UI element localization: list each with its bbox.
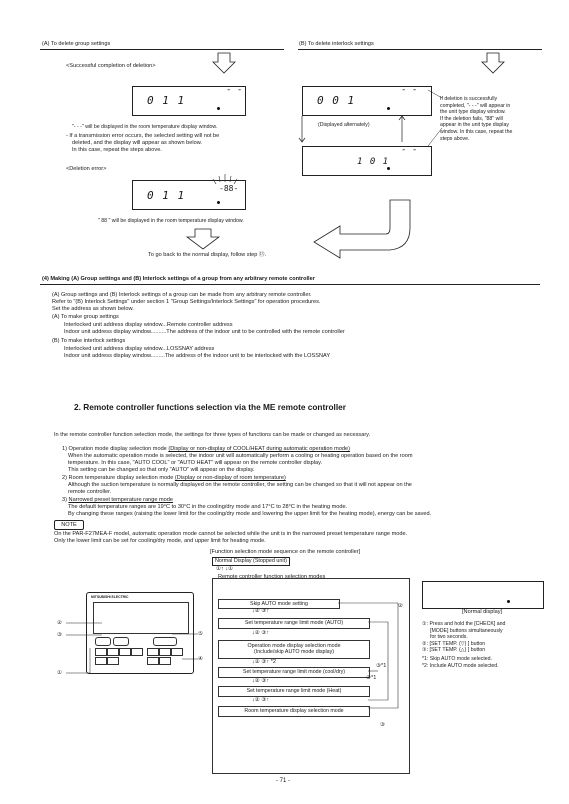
callout-lines <box>62 618 202 678</box>
side-note-line: If deletion is successfully <box>440 96 498 102</box>
mode-box-title: Operation mode display selection mode <box>247 643 341 649</box>
paragraph: Interlocked unit address display window...LOSSNAY address <box>64 346 215 352</box>
lcd-display <box>302 86 432 116</box>
mode-box: Set temperature range limit mode (cool/dry) <box>218 667 370 678</box>
paragraph: Indoor unit address display window.........The address of the indoor unit to be interlocked with the LOSSNAY <box>64 353 331 359</box>
callout: ④ <box>198 656 204 662</box>
down-arrow-icon <box>481 52 505 74</box>
divider <box>40 284 540 285</box>
side-note-line: If the deletion fails, "88" will <box>440 115 503 122</box>
modes-label: Remote controller function selection modes <box>218 574 326 580</box>
paragraph: This setting can be changed so that only "AUTO" will appear on the display. <box>68 467 255 473</box>
side-note-line: the unit type display window. <box>440 109 506 116</box>
callout: ③ <box>57 632 63 638</box>
side-step: ③*1 <box>376 663 387 669</box>
item-prefix: 3) <box>62 497 69 503</box>
paragraph: Refer to "(B) Interlock Settings" under section 1 "Group Settings/Interlock Settings" for operation procedures. <box>52 299 321 305</box>
step-arrows: ↓② ③↑ <box>252 678 270 684</box>
indicator-dot <box>507 600 510 603</box>
item-prefix: 2) Room temperature display selection mode <box>62 475 175 481</box>
paragraph: (A) Group settings and (B) Interlock settings of a group can be made from any arbitrary remote controller. <box>52 292 312 298</box>
legend-line: *2: Include AUTO mode selected. <box>422 662 499 669</box>
note-line: On the PAR-F27MEA-F model, automatic operation mode cannot be selected while the unit is in the narrowed preset temperature range mode. <box>54 531 408 537</box>
paragraph: temperature. In this case, "AUTO COOL" or "AUTO HEAT" will appear on the remote controller display. <box>68 460 323 466</box>
note-line: deleted, and the display will appear as shown below. <box>72 140 202 146</box>
callout: ① <box>57 670 63 676</box>
page-number: - 71 - <box>276 778 291 784</box>
side-note <box>440 96 540 142</box>
list-item <box>62 497 173 504</box>
error-label: <Deletion error> <box>66 166 107 172</box>
note-line: - If a transmission error occurs, the selected setting will not be <box>66 133 220 139</box>
indicator-dot <box>387 167 390 170</box>
list-item <box>62 475 286 482</box>
mode-box: Set temperature range limit mode (Heat) <box>218 686 370 697</box>
side-note-line: completed, "- - -" will appear in <box>440 102 511 109</box>
legend-line: *1: Skip AUTO mode selected. <box>422 655 492 662</box>
divider <box>40 49 284 50</box>
down-arrow-icon <box>212 52 236 74</box>
return-arrow-icon <box>312 198 412 260</box>
mode-box: Room temperature display selection mode <box>218 706 370 717</box>
list-item <box>62 446 350 453</box>
section-a-heading: (A) To delete group settings <box>42 41 111 47</box>
normal-stopped-label: Normal Display (Stopped unit) <box>212 557 290 566</box>
intro: In the remote controller function selection mode, the settings for three types of functions can be made or changed as necessary. <box>54 432 371 438</box>
item-prefix: 1) Operation mode display selection mode <box>62 446 169 452</box>
section-b-heading: (B) To delete interlock settings <box>299 41 374 47</box>
lcd-display <box>422 581 544 609</box>
lcd-display <box>302 146 432 176</box>
success-label: <Successful completion of deletion> <box>66 63 156 69</box>
alternate-arrow-icon <box>396 114 408 144</box>
step-arrows: ↓② ③↑ *2 <box>252 659 277 665</box>
indicator-dot <box>217 201 220 204</box>
sequence-title: [Function selection mode sequence on the remote controller] <box>210 549 361 555</box>
paragraph: By changing these ranges (raising the lower limit for the cooling/dry mode and lowering the upper limit for the heating mode), energy can be saved. <box>68 511 432 517</box>
down-arrow-icon <box>186 228 220 250</box>
legend-line: ①: Press and hold the [CHECK] and <box>422 621 506 627</box>
item-underlined: (Display or non-display of COOL/HEAT during automatic operation mode) <box>168 446 351 452</box>
step-arrows: ↓② ③↑ <box>252 608 270 614</box>
address-digits: 0 1 1 <box>147 94 186 107</box>
paragraph: remote controller. <box>68 489 112 495</box>
note-line: Only the lower limit can be set for cooling/dry mode, and upper limit for heating mode. <box>54 538 266 544</box>
paragraph: When the automatic operation mode is selected, the indoor unit will automatically perform a cooling or heating operation based on the room <box>68 453 413 459</box>
address-digits: 1 0 1 <box>357 157 390 167</box>
address-digits: 0 0 1 <box>317 94 356 107</box>
normal-display-label: [Normal display] <box>462 609 503 615</box>
subheading: (A) To make group settings <box>52 314 119 320</box>
paragraph: Set the address as shown below. <box>52 306 134 312</box>
indicator-dot <box>217 107 220 110</box>
mode-box-sub: (Include/skip AUTO mode display) <box>254 649 334 655</box>
subheading: (B) To make interlock settings <box>52 338 126 344</box>
divider <box>298 49 542 50</box>
paragraph: Indoor unit address display window..........The address of the indoor unit to be controlled with the remote controller <box>64 329 345 335</box>
legend <box>422 621 542 669</box>
address-digits: 0 1 1 <box>147 189 186 202</box>
side-step: ② <box>398 603 404 609</box>
arrows-top: ①↑ ↓① <box>216 566 234 572</box>
side-note-line: appear in the unit type display <box>440 122 509 129</box>
room-temp-window: - - <box>226 85 243 95</box>
unit-type-window: - - <box>401 145 418 155</box>
paragraph: Interlocked unit address display window...Remote controller address <box>64 322 233 328</box>
alt-label: (Displayed alternately) <box>318 122 370 128</box>
unit-type-window: - - <box>401 85 418 95</box>
side-step: ②*1 <box>366 675 377 681</box>
item-underlined: (Display or non-display of room temperature) <box>174 475 286 481</box>
leader-lines <box>426 88 444 148</box>
note-line: In this case, repeat the steps above. <box>72 147 162 153</box>
paragraph: The default temperature ranges are 19°C to 30°C in the cooling/dry mode and 17°C to 28°C in the heating mode. <box>68 504 348 510</box>
legend-line: ②: [SET TEMP. (▽) ] button <box>422 640 486 647</box>
step-arrows: ↓② ③↑ <box>252 630 270 636</box>
item-underlined: Narrowed preset temperature range mode <box>68 497 174 503</box>
legend-line: for two seconds. <box>430 634 468 641</box>
legend-line: [MODE] buttons simultaneously <box>430 627 503 634</box>
back-note: To go back to the normal display, follow step ⑬. <box>148 252 267 258</box>
alternate-arrow-icon <box>296 114 308 144</box>
side-note-line: steps above. <box>440 135 470 142</box>
side-note-line: window. In this case, repeat the <box>440 128 513 135</box>
brand-logo: MITSUBISHI ELECTRIC <box>91 595 129 599</box>
note-line: " 88 " will be displayed in the room temperature display window. <box>98 218 244 224</box>
side-step: ③ <box>380 722 386 728</box>
indicator-dot <box>387 107 390 110</box>
room-temp-window: -88- <box>219 184 239 193</box>
step-arrows: ↓② ③↑ <box>252 697 270 703</box>
section2-heading: 2. Remote controller functions selection via the ME remote controller <box>74 402 347 412</box>
callout: ② <box>57 620 63 626</box>
section4-heading: (4) Making (A) Group settings and (B) Interlock settings of a group from any arbitrary remote controller <box>42 276 315 282</box>
callout: ⑤ <box>198 631 204 637</box>
paragraph: Although the suction temperature is normally displayed on the remote controller, the setting can be changed so that it will not appear on the <box>68 482 412 488</box>
note-line: "- - -" will be displayed in the room temperature display window. <box>72 124 218 130</box>
mode-box: Set temperature range limit mode (AUTO) <box>218 618 370 629</box>
legend-line: ③: [SET TEMP. (△) ] button <box>422 647 486 654</box>
flash-icon <box>210 172 240 186</box>
sequence-loop-lines <box>338 596 410 720</box>
mode-box: Skip AUTO mode setting <box>218 599 340 609</box>
lcd-display <box>132 86 246 116</box>
note-badge: NOTE <box>54 520 84 530</box>
